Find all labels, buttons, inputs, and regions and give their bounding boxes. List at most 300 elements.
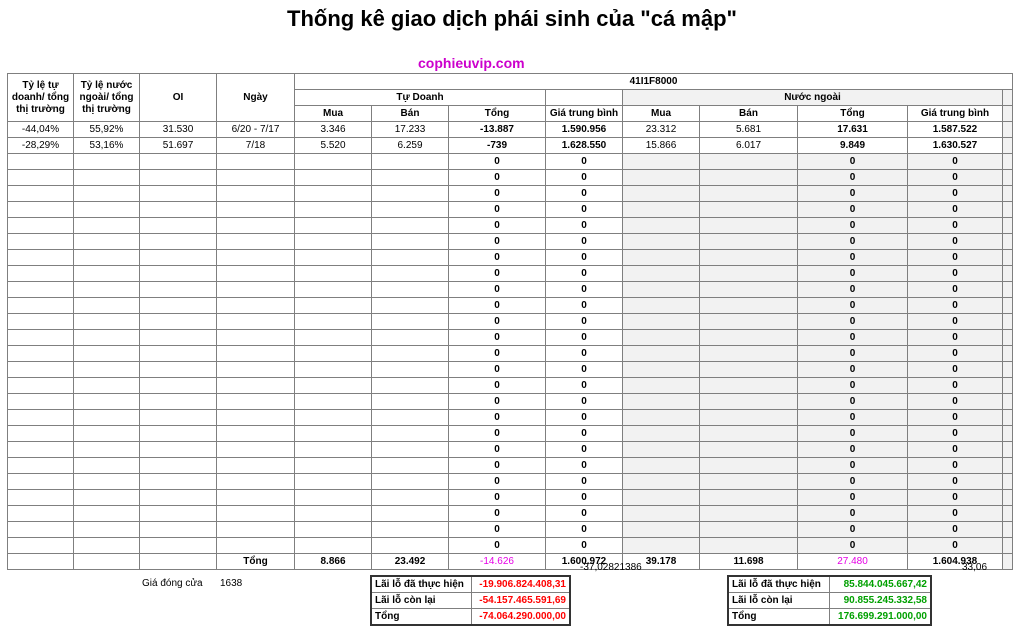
- zero-cell: 0: [449, 186, 546, 202]
- empty-cell: [74, 314, 140, 330]
- empty-cell: [372, 426, 449, 442]
- zero-cell: 0: [908, 346, 1003, 362]
- empty-cell: [623, 282, 700, 298]
- empty-cell: [8, 282, 74, 298]
- empty-cell: [140, 538, 217, 554]
- empty-cell: [74, 362, 140, 378]
- total-nn-mua: 39.178: [623, 554, 700, 570]
- empty-cell: [700, 154, 798, 170]
- zero-cell: 0: [546, 362, 623, 378]
- empty-cell: [623, 474, 700, 490]
- empty-cell: [1003, 474, 1013, 490]
- page-title: Thống kê giao dịch phái sinh của "cá mập": [287, 6, 737, 31]
- empty-cell: [700, 250, 798, 266]
- zero-cell: 0: [908, 298, 1003, 314]
- close-label: Giá đóng cửa: [142, 578, 203, 589]
- empty-cell: [295, 170, 372, 186]
- empty-cell: [623, 298, 700, 314]
- empty-cell: [74, 506, 140, 522]
- empty-cell: [372, 314, 449, 330]
- zero-cell: 0: [546, 378, 623, 394]
- total-td-mua: 8.866: [295, 554, 372, 570]
- cell-nn-tong: 9.849: [798, 138, 908, 154]
- cell-td-mua: 3.346: [295, 122, 372, 138]
- zero-cell: 0: [449, 298, 546, 314]
- cell-oi: 51.697: [140, 138, 217, 154]
- zero-cell: 0: [546, 154, 623, 170]
- empty-cell: [295, 202, 372, 218]
- zero-cell: 0: [798, 154, 908, 170]
- empty-cell: [1003, 202, 1013, 218]
- table-row: [8, 154, 1013, 170]
- pl-td-realized-value: -19.906.824.408,31: [472, 576, 570, 593]
- zero-cell: 0: [798, 410, 908, 426]
- zero-cell: 0: [449, 218, 546, 234]
- empty-cell: [700, 202, 798, 218]
- empty-cell: [217, 234, 295, 250]
- empty-cell: [372, 218, 449, 234]
- empty-cell: [372, 394, 449, 410]
- table-row: [8, 474, 1013, 490]
- empty-cell: [140, 202, 217, 218]
- empty-cell: [295, 266, 372, 282]
- table-row: [8, 346, 1013, 362]
- table-row: [8, 202, 1013, 218]
- empty-cell: [623, 442, 700, 458]
- empty-cell: [295, 522, 372, 538]
- empty-cell: [623, 314, 700, 330]
- table-row: [8, 426, 1013, 442]
- empty-cell: [74, 346, 140, 362]
- empty-cell: [8, 474, 74, 490]
- empty-cell: [1003, 330, 1013, 346]
- zero-cell: 0: [798, 330, 908, 346]
- zero-cell: 0: [798, 474, 908, 490]
- zero-cell: 0: [798, 506, 908, 522]
- empty-cell: [700, 410, 798, 426]
- table-row: [8, 410, 1013, 426]
- empty-cell: [140, 458, 217, 474]
- pl-nn-realized-value: 85.844.045.667,42: [829, 576, 931, 593]
- zero-cell: 0: [546, 266, 623, 282]
- empty-cell: [295, 234, 372, 250]
- empty-cell: [140, 426, 217, 442]
- total-label: Tổng: [217, 554, 295, 570]
- zero-cell: 0: [546, 218, 623, 234]
- header-ratio-td: Tỷ lệ tự doanh/ tổng thị trường: [8, 74, 74, 122]
- zero-cell: 0: [908, 538, 1003, 554]
- empty-cell: [140, 506, 217, 522]
- zero-cell: 0: [798, 362, 908, 378]
- empty-cell: [623, 186, 700, 202]
- zero-cell: 0: [546, 250, 623, 266]
- empty-cell: [217, 538, 295, 554]
- zero-cell: 0: [546, 410, 623, 426]
- empty-cell: [623, 170, 700, 186]
- table-row: [8, 378, 1013, 394]
- zero-cell: 0: [908, 506, 1003, 522]
- total-td-tong: -14.626: [449, 554, 546, 570]
- empty-cell: [372, 298, 449, 314]
- zero-cell: 0: [449, 458, 546, 474]
- pl-td-remaining-value: -54.157.465.591,69: [472, 593, 570, 609]
- zero-cell: 0: [546, 346, 623, 362]
- empty-cell: [1003, 154, 1013, 170]
- zero-cell: 0: [449, 522, 546, 538]
- zero-cell: 0: [449, 378, 546, 394]
- cell-ratio-nn: 55,92%: [74, 122, 140, 138]
- empty-cell: [372, 474, 449, 490]
- cell-date: 6/20 - 7/17: [217, 122, 295, 138]
- zero-cell: 0: [449, 282, 546, 298]
- empty-cell: [372, 170, 449, 186]
- empty-cell: [74, 410, 140, 426]
- table-row: [8, 314, 1013, 330]
- empty-cell: [623, 506, 700, 522]
- header-td-tong: Tổng: [449, 106, 546, 122]
- empty-cell: [8, 218, 74, 234]
- nn-diff: 33,06: [962, 562, 988, 573]
- empty-cell: [217, 154, 295, 170]
- empty-cell: [8, 410, 74, 426]
- empty-cell: [140, 378, 217, 394]
- zero-cell: 0: [908, 474, 1003, 490]
- total-td-gia: 1.600.972: [546, 554, 623, 570]
- empty-cell: [700, 442, 798, 458]
- cell-date: 7/18: [217, 138, 295, 154]
- zero-cell: 0: [798, 266, 908, 282]
- pl-nn-remaining-value: 90.855.245.332,58: [829, 593, 931, 609]
- zero-cell: 0: [798, 250, 908, 266]
- header-nn-ban: Bán: [700, 106, 798, 122]
- zero-cell: 0: [798, 426, 908, 442]
- empty-cell: [140, 154, 217, 170]
- table-row: [8, 186, 1013, 202]
- empty-cell: [1003, 442, 1013, 458]
- pl-table-td: [370, 575, 571, 626]
- zero-cell: 0: [449, 506, 546, 522]
- empty-cell: [140, 410, 217, 426]
- empty-cell: [623, 154, 700, 170]
- empty-cell: [700, 378, 798, 394]
- empty-cell: [700, 426, 798, 442]
- total-td-ban: 23.492: [372, 554, 449, 570]
- zero-cell: 0: [908, 266, 1003, 282]
- header-nn-gia: Giá trung bình: [908, 106, 1003, 122]
- zero-cell: 0: [449, 394, 546, 410]
- zero-cell: 0: [449, 410, 546, 426]
- empty-cell: [217, 314, 295, 330]
- empty-cell: [295, 394, 372, 410]
- empty-cell: [8, 442, 74, 458]
- header-group-td: Tự Doanh: [295, 90, 546, 106]
- empty-cell: [8, 522, 74, 538]
- empty-cell: [372, 346, 449, 362]
- empty-cell: [1003, 378, 1013, 394]
- zero-cell: 0: [798, 314, 908, 330]
- empty-cell: [623, 330, 700, 346]
- empty-cell: [140, 442, 217, 458]
- empty-cell: [140, 362, 217, 378]
- zero-cell: 0: [908, 522, 1003, 538]
- header-nn-tong: Tổng: [798, 106, 908, 122]
- empty-cell: [217, 202, 295, 218]
- empty-cell: [74, 394, 140, 410]
- zero-cell: 0: [798, 490, 908, 506]
- zero-cell: 0: [908, 458, 1003, 474]
- pl-td-total-label: Tổng: [371, 609, 472, 626]
- pl-table-nn: [727, 575, 932, 626]
- table-row: [8, 490, 1013, 506]
- cell-td-gia: 1.590.956: [546, 122, 623, 138]
- empty-cell: [8, 394, 74, 410]
- empty-cell: [1003, 218, 1013, 234]
- empty-cell: [623, 394, 700, 410]
- empty-cell: [295, 426, 372, 442]
- zero-cell: 0: [546, 282, 623, 298]
- empty-cell: [372, 282, 449, 298]
- empty-cell: [623, 378, 700, 394]
- pl-td-total-value: -74.064.290.000,00: [472, 609, 570, 626]
- cell-td-tong: -13.887: [449, 122, 546, 138]
- total-cell: [1003, 554, 1013, 570]
- empty-cell: [700, 394, 798, 410]
- table-row: [8, 538, 1013, 554]
- empty-cell: [623, 538, 700, 554]
- empty-cell: [74, 266, 140, 282]
- empty-cell: [700, 314, 798, 330]
- empty-cell: [8, 234, 74, 250]
- empty-cell: [295, 506, 372, 522]
- cell-nn-ban: 6.017: [700, 138, 798, 154]
- pl-nn-total-label: Tổng: [728, 609, 829, 626]
- empty-cell: [74, 330, 140, 346]
- empty-cell: [372, 330, 449, 346]
- empty-cell: [74, 522, 140, 538]
- td-diff: -37,02821386: [580, 562, 642, 573]
- empty-cell: [74, 474, 140, 490]
- empty-cell: [623, 234, 700, 250]
- table-row: [8, 330, 1013, 346]
- empty-cell: [8, 266, 74, 282]
- zero-cell: 0: [449, 330, 546, 346]
- zero-cell: 0: [546, 314, 623, 330]
- empty-cell: [1003, 186, 1013, 202]
- zero-cell: 0: [908, 250, 1003, 266]
- header-oi: OI: [140, 74, 217, 122]
- empty-cell: [295, 218, 372, 234]
- empty-cell: [372, 186, 449, 202]
- empty-cell: [74, 458, 140, 474]
- zero-cell: 0: [449, 266, 546, 282]
- zero-cell: 0: [449, 170, 546, 186]
- empty-cell: [623, 346, 700, 362]
- empty-cell: [140, 314, 217, 330]
- empty-cell: [8, 458, 74, 474]
- empty-cell: [140, 234, 217, 250]
- table-row: [8, 394, 1013, 410]
- empty-cell: [1003, 362, 1013, 378]
- empty-cell: [1003, 490, 1013, 506]
- empty-cell: [217, 378, 295, 394]
- zero-cell: 0: [798, 378, 908, 394]
- zero-cell: 0: [449, 426, 546, 442]
- empty-cell: [700, 362, 798, 378]
- empty-cell: [623, 458, 700, 474]
- empty-cell: [1003, 346, 1013, 362]
- empty-cell: [700, 458, 798, 474]
- zero-cell: 0: [908, 234, 1003, 250]
- empty-cell: [8, 186, 74, 202]
- zero-cell: 0: [546, 538, 623, 554]
- cell-td-tong: -739: [449, 138, 546, 154]
- derivatives-table: [7, 73, 1013, 570]
- empty-cell: [700, 538, 798, 554]
- empty-cell: [8, 298, 74, 314]
- empty-cell: [8, 314, 74, 330]
- zero-cell: 0: [546, 170, 623, 186]
- zero-cell: 0: [546, 298, 623, 314]
- cell-nn-gia: 1.630.527: [908, 138, 1003, 154]
- table-row: [8, 122, 1013, 138]
- table-row: [8, 442, 1013, 458]
- empty-cell: [372, 506, 449, 522]
- empty-cell: [217, 298, 295, 314]
- empty-cell: [372, 250, 449, 266]
- total-cell: [140, 554, 217, 570]
- empty-cell: [1003, 170, 1013, 186]
- zero-cell: 0: [449, 154, 546, 170]
- empty-cell: [372, 362, 449, 378]
- empty-cell: [8, 490, 74, 506]
- empty-cell: [140, 330, 217, 346]
- row-edge: [1003, 122, 1013, 138]
- empty-cell: [1003, 250, 1013, 266]
- zero-cell: 0: [449, 314, 546, 330]
- pl-td-realized-label: Lãi lỗ đã thực hiện: [371, 576, 472, 593]
- empty-cell: [295, 410, 372, 426]
- empty-cell: [700, 234, 798, 250]
- empty-cell: [295, 458, 372, 474]
- total-nn-ban: 11.698: [700, 554, 798, 570]
- empty-cell: [74, 538, 140, 554]
- cell-nn-ban: 5.681: [700, 122, 798, 138]
- empty-cell: [140, 250, 217, 266]
- empty-cell: [8, 250, 74, 266]
- empty-cell: [8, 538, 74, 554]
- empty-cell: [74, 186, 140, 202]
- cell-td-ban: 17.233: [372, 122, 449, 138]
- zero-cell: 0: [449, 474, 546, 490]
- cell-ratio-td: -28,29%: [8, 138, 74, 154]
- empty-cell: [295, 250, 372, 266]
- zero-cell: 0: [546, 186, 623, 202]
- zero-cell: 0: [449, 442, 546, 458]
- table-row: [8, 506, 1013, 522]
- empty-cell: [8, 170, 74, 186]
- empty-cell: [140, 266, 217, 282]
- empty-cell: [295, 442, 372, 458]
- zero-cell: 0: [908, 282, 1003, 298]
- cell-nn-tong: 17.631: [798, 122, 908, 138]
- empty-cell: [8, 202, 74, 218]
- empty-cell: [74, 426, 140, 442]
- empty-cell: [623, 426, 700, 442]
- empty-cell: [74, 282, 140, 298]
- header-contract: 41I1F8000: [295, 74, 1013, 90]
- zero-cell: 0: [908, 170, 1003, 186]
- zero-cell: 0: [908, 442, 1003, 458]
- site-link[interactable]: cophieuvip.com: [418, 55, 525, 71]
- zero-cell: 0: [798, 538, 908, 554]
- zero-cell: 0: [798, 170, 908, 186]
- empty-cell: [217, 362, 295, 378]
- header-gap: [546, 90, 623, 106]
- empty-cell: [700, 266, 798, 282]
- zero-cell: 0: [908, 362, 1003, 378]
- empty-cell: [140, 490, 217, 506]
- empty-cell: [217, 170, 295, 186]
- table-row: [8, 458, 1013, 474]
- zero-cell: 0: [546, 234, 623, 250]
- empty-cell: [372, 442, 449, 458]
- header-date: Ngày: [217, 74, 295, 122]
- empty-cell: [1003, 314, 1013, 330]
- empty-cell: [372, 490, 449, 506]
- empty-cell: [74, 250, 140, 266]
- zero-cell: 0: [908, 410, 1003, 426]
- zero-cell: 0: [908, 314, 1003, 330]
- empty-cell: [700, 346, 798, 362]
- close-value: 1638: [220, 578, 243, 589]
- zero-cell: 0: [908, 330, 1003, 346]
- empty-cell: [8, 426, 74, 442]
- empty-cell: [8, 506, 74, 522]
- empty-cell: [1003, 458, 1013, 474]
- empty-cell: [623, 250, 700, 266]
- empty-cell: [700, 474, 798, 490]
- table-row: [8, 138, 1013, 154]
- empty-cell: [74, 170, 140, 186]
- empty-cell: [1003, 282, 1013, 298]
- cell-ratio-td: -44,04%: [8, 122, 74, 138]
- zero-cell: 0: [798, 522, 908, 538]
- zero-cell: 0: [449, 250, 546, 266]
- empty-cell: [1003, 410, 1013, 426]
- empty-cell: [1003, 298, 1013, 314]
- zero-cell: 0: [798, 218, 908, 234]
- empty-cell: [74, 154, 140, 170]
- cell-td-mua: 5.520: [295, 138, 372, 154]
- empty-cell: [295, 314, 372, 330]
- table-row: [8, 266, 1013, 282]
- empty-cell: [372, 234, 449, 250]
- empty-cell: [140, 170, 217, 186]
- empty-cell: [140, 298, 217, 314]
- empty-cell: [295, 282, 372, 298]
- empty-cell: [74, 490, 140, 506]
- zero-cell: 0: [908, 394, 1003, 410]
- empty-cell: [217, 474, 295, 490]
- cell-nn-gia: 1.587.522: [908, 122, 1003, 138]
- empty-cell: [295, 474, 372, 490]
- empty-cell: [1003, 538, 1013, 554]
- table-row: [8, 282, 1013, 298]
- empty-cell: [623, 266, 700, 282]
- empty-cell: [295, 362, 372, 378]
- zero-cell: 0: [449, 490, 546, 506]
- empty-cell: [74, 218, 140, 234]
